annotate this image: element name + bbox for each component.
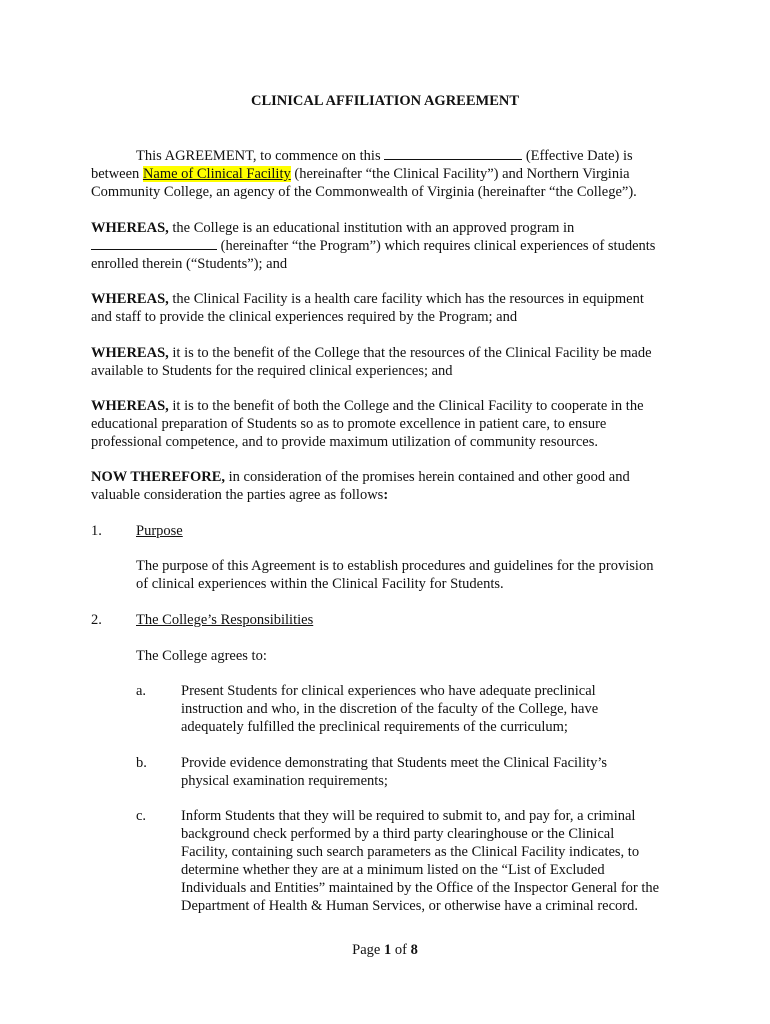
whereas-paragraph-2 (91, 290, 691, 326)
whereas1-line3: enrolled therein (“Students”); and (91, 256, 288, 272)
section1-line2: of clinical experiences within the Clinical Facility for Students. (136, 576, 504, 592)
now-therefore-label: NOW THEREFORE, (91, 469, 226, 485)
list-item-line: determine whether they are at a minimum listed on the “List of Excluded (181, 862, 605, 878)
whereas-paragraph-4 (91, 397, 691, 451)
whereas1-line2: (hereinafter “the Program”) which requires clinical experiences of students (220, 238, 656, 254)
page-footer (0, 942, 770, 959)
list-item-text (181, 682, 691, 736)
list-item-letter: a. (136, 683, 147, 699)
list-item-letter: b. (136, 755, 147, 771)
whereas-label: WHEREAS, (91, 398, 169, 414)
whereas1-line1: the College is an educational institution with an approved program in (172, 220, 575, 236)
list-item-line: adequately fulfilled the preclinical requirements of the curriculum; (181, 719, 568, 735)
list-item-line: background check performed by a third party clearinghouse or the Clinical (181, 826, 615, 842)
list-item-line: Present Students for clinical experiences who have adequate preclinical (181, 683, 596, 699)
list-item-line: Department of Health & Human Services, or otherwise have a criminal record. (181, 898, 638, 914)
list-item-line: instruction and who, in the discretion of the faculty of the College, have (181, 701, 599, 717)
whereas-paragraph-3 (91, 344, 691, 380)
page-word: Page (352, 942, 381, 958)
whereas2-line2: and staff to provide the clinical experiences required by the Program; and (91, 309, 518, 325)
list-item-line: Inform Students that they will be required to submit to, and pay for, a criminal (181, 808, 636, 824)
now-line1: in consideration of the promises herein contained and other good and (228, 469, 630, 485)
list-item-text (181, 807, 691, 915)
list-item-line: Provide evidence demonstrating that Students meet the Clinical Facility’s (181, 755, 608, 771)
whereas-label: WHEREAS, (91, 220, 169, 236)
whereas3-line1: it is to the benefit of the College that the resources of the Clinical Facility be made (172, 345, 652, 361)
program-blank (91, 237, 217, 250)
section-2-lead: The College agrees to: (136, 648, 267, 664)
whereas3-line2: available to Students for the required clinical experiences; and (91, 363, 453, 379)
total-page-count: 8 (410, 942, 418, 958)
whereas-label: WHEREAS, (91, 345, 169, 361)
intro-line2-end: (hereinafter “the Clinical Facility”) and Northern Virginia (294, 166, 630, 182)
whereas4-line2: educational preparation of Students so as to promote excellence in patient care, to ensure (91, 416, 607, 432)
document-title: CLINICAL AFFILIATION AGREEMENT (250, 93, 520, 109)
list-item-line: Facility, containing such search parameters as the Clinical Facility indicates, to (181, 844, 640, 860)
section-2-number: 2. (91, 612, 102, 628)
section-1-heading: Purpose (136, 523, 183, 539)
intro-line1-text: This AGREEMENT, to commence on this (136, 148, 381, 164)
whereas4-line3: professional competence, and to provide maximum utilization of community resources. (91, 434, 598, 450)
intro-line3: Community College, an agency of the Commonwealth of Virginia (hereinafter “the College”). (91, 184, 637, 200)
whereas2-line1: the Clinical Facility is a health care facility which has the resources in equipment (172, 291, 644, 307)
now-colon: : (383, 487, 389, 503)
intro-line2-start: between (91, 166, 140, 182)
now-therefore-paragraph (91, 468, 691, 504)
whereas-paragraph-1 (91, 219, 691, 273)
whereas-label: WHEREAS, (91, 291, 169, 307)
current-page-number: 1 (383, 942, 392, 958)
of-word: of (394, 942, 407, 958)
list-item-line: Individuals and Entities” maintained by the Office of the Inspector General for the (181, 880, 660, 896)
list-item-letter: c. (136, 808, 147, 824)
section-1-number: 1. (91, 523, 102, 539)
whereas4-line1: it is to the benefit of both the College and the Clinical Facility to cooperate in the (172, 398, 644, 414)
list-item-line: physical examination requirements; (181, 773, 388, 789)
effective-date-blank (384, 147, 522, 160)
section-1-paragraph (136, 557, 696, 593)
clinical-facility-placeholder: Name of Clinical Facility (142, 166, 291, 182)
intro-line1-end: (Effective Date) is (525, 148, 633, 164)
section1-line1: The purpose of this Agreement is to establish procedures and guidelines for the provision (136, 558, 654, 574)
intro-paragraph (91, 147, 691, 201)
list-item-text (181, 754, 691, 790)
now-line2: valuable consideration the parties agree as follows (91, 487, 384, 503)
section-2-heading: The College’s Responsibilities (136, 612, 314, 628)
